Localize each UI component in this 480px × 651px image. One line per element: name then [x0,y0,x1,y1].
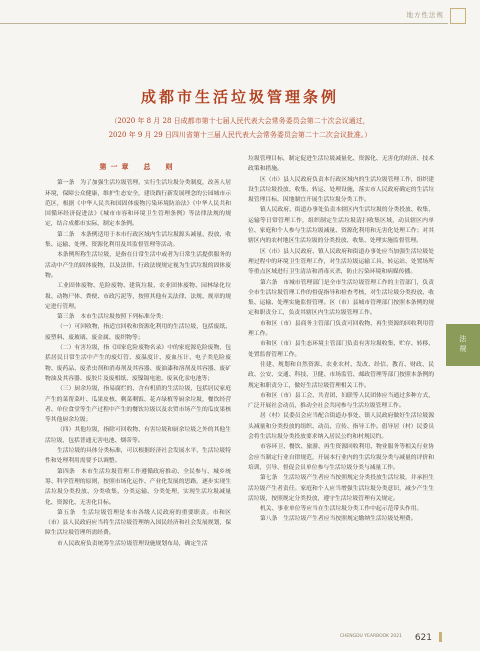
paragraph: 市容环卫、餐饮、旅游、再生资源回收利用、物业服务等相关行业协会应当制定行业自律规范，开展本行业内的生活垃圾分类与减量的评价和培训，引导、督促会员单位参与生活垃圾分类与减量工作。 [248,444,434,471]
paragraph: 市人民政府负责统筹生活垃圾管理设施规划布局，确定生活 [57,540,208,547]
paragraph: 第六条 市城市管理部门是全市生活垃圾管理工作的主管部门，负责全市生活垃圾管理工作的督促指导和检查考核，对生活垃圾分类投放、收集、运输、处理实施监督管理。区（市）县城市管理部门按照本条例的规定和职责分工，负责其辖区内生活垃圾管理工作。 [248,279,434,317]
subtitle-line-2: 2020 年 9 月 29 日四川省第十三届人民代表大会常务委员会第二十二次会议批准。） [108,131,372,139]
paragraph: 市和区（市）县生态环境主管部门负责有害垃圾收集、贮存、转移、处置监督管理工作。 [248,341,434,358]
paragraph: 工业固体废物、危险废物、建筑垃圾、农业固体废物、园林绿化垃圾、动物尸体、粪便、市政污泥等，按照其他有关法律、法规、规章的规定进行管理。 [45,283,231,310]
chapter-heading: 第一章 总 则 [99,162,177,171]
paragraph: 第七条 生活垃圾产生者应当按照规定分类投放生活垃圾，并承担生活垃圾产生者责任。家庭和个人应当增强生活垃圾分类意识，减少产生生活垃圾，按照规定分类投放，遵守生活垃圾管理有关规定。 [248,475,434,502]
footer-journal-name: CHENGDU YEARBOOK 2021 [339,634,402,639]
paragraph: 第四条 本市生活垃圾管理工作遵循政府推动、全民参与、城乡统筹、科学管理的原则，按照市场化运作、产业化发展的思路，逐步实现生活垃圾分类投放、分类收集、分类运输、分类处理，实现生活垃圾减量化、资源化、无害化目标。 [45,468,231,506]
paragraph: （四）其他垃圾，指除可回收物、有害垃圾和厨余垃圾之外的其他生活垃圾，包括普通无害电池、烟蒂等。 [45,427,231,444]
subtitle-line-1: （2020 年 8 月 28 日成都市第十七届人民代表大会常务委员会第二十次会议通过， [110,117,370,125]
paragraph: 区（市）县人民政府负责本行政区域内的生活垃圾管理工作，组织建设生活垃圾投放、收集、转运、处理设施，落实市人民政府确定的生活垃圾管理目标，因地制宜开展生活垃圾分类工作。 [248,176,434,204]
header-section-label: 地方性法规 [406,11,444,19]
paragraph: （三）厨余垃圾，指易腐烂的、含有机质的生活垃圾，包括居民家庭产生的菜帮菜叶、瓜果皮核、剩菜剩饭、花卉绿植等厨余垃圾，餐饮经营者、单位食堂等生产过程中产生的餐饮垃圾以及农贸市场产生的瓜皮果核等其他厨余垃圾； [45,386,231,424]
paragraph: 镇人民政府、街道办事处负责本辖区内生活垃圾的分类投放、收集、运输等日常管理工作，组织制定生活垃圾清扫收集区域，动员辖区内单位、家庭和个人参与生活垃圾减量、资源化利用和无害化处理工作；对其辖区内的农村地区生活垃圾的分类投放、收集、处理实施监督管理。 [248,207,434,245]
left-column [45,160,231,632]
paragraph: （二）有害垃圾，指《国家危险废物名录》中的家庭源危险废物，包括居民日常生活中产生的废灯管、废温度计、废血压计、电子类危险废物、废药品、废杀虫剂和消毒剂及其容器、废油漆和溶剂及其容器、废矿物油及其容器、废胶片及废相纸、废镍镉电池、废氧化汞电池等； [45,345,231,382]
paragraph: 生活垃圾的具体分类标准，可以根据经济社会发展水平、生活垃圾特性和处理利用需要予以调整。 [45,448,231,465]
paragraph: 垃圾管理目标，制定促进生活垃圾减量化、资源化、无害化的经济、技术政策和措施。 [248,156,434,173]
paragraph: 第三条 本市生活垃圾按照下列标准分类： [57,314,168,321]
paragraph: 机关、事业单位等应当在生活垃圾分类工作中起示范带头作用。 [260,506,423,513]
paragraph: 第八条 生活垃圾产生者应当按照规定缴纳生活垃圾处理费。 [260,516,417,523]
document-subtitle [40,114,440,142]
paragraph: 第五条 生活垃圾管理是本市各级人民政府的重要职责。市和区（市）县人民政府应当将生活垃圾管理纳入国民经济和社会发展规划，保障生活垃圾管理所需经费。 [45,509,231,537]
paragraph: 市和区（市）县工会、共青团、妇联等人民团体应当通过多种方式，广泛开展社会动员，推动全社会共同参与生活垃圾管理工作。 [248,392,434,410]
paragraph: （一）可回收物，指适宜回收和资源化利用的生活垃圾，包括废纸、废塑料、废玻璃、废金属、废织物等； [45,324,231,341]
header-rule [0,23,448,24]
paragraph: 第一条 为了加强生活垃圾管理，实行生活垃圾分类制度，改善人居环境，保障公众健康，维护生态安全，建设践行新发展理念的公园城市示范区，根据《中华人民共和国固体废物污染环境防治法》《中华人民共和国循环经济促进法》《城市市容和环境卫生管理条例》等法律法规的规定，结合成都市实际，制定本条例。 [45,180,231,228]
footer-accent-bar [439,632,442,642]
document-title: 成都市生活垃圾管理条例 [140,88,339,106]
paragraph: 住建、规划和自然资源、农业农村、发改、经信、教育、财政、民政、公安、交通、科技、卫健、市场监管、邮政管理等部门按照本条例的规定和职责分工，做好生活垃圾管理相关工作。 [248,361,434,389]
section-side-tab: 法规 [446,324,480,366]
header-corner-mark [450,8,466,24]
paragraph: 居（村）民委员会应当配合街道办事处、镇人民政府做好生活垃圾源头减量和分类投放的组织、动员、宣传、指导工作。倡导居（村）民委员会将生活垃圾分类投放要求纳入居民公约和村规民约。 [248,413,434,441]
paragraph: 本条例所称生活垃圾，是指在日常生活中或者为日常生活提供服务的活动中产生的固体废物，以及法律、行政法规规定视为生活垃圾的固体废物。 [45,252,231,279]
right-column [248,154,434,632]
paragraph: 市和区（市）县商务主管部门负责可回收物、再生资源的回收利用管理工作。 [248,320,434,338]
paragraph: 第二条 本条例适用于本市行政区域内生活垃圾源头减量、投放、收集、运输、处理、资源化利用及其监督管理等活动。 [45,231,231,249]
page-number: 621 [414,633,432,643]
paragraph: 区（市）县人民政府、镇人民政府和街道办事处应当加强生活垃圾处理过程中的环境卫生管理工作，对生活垃圾运输工具、转运站、处置场所等重点区域进行卫生清洁和消毒灭杀，防止污染环境和病媒传播。 [248,248,434,276]
